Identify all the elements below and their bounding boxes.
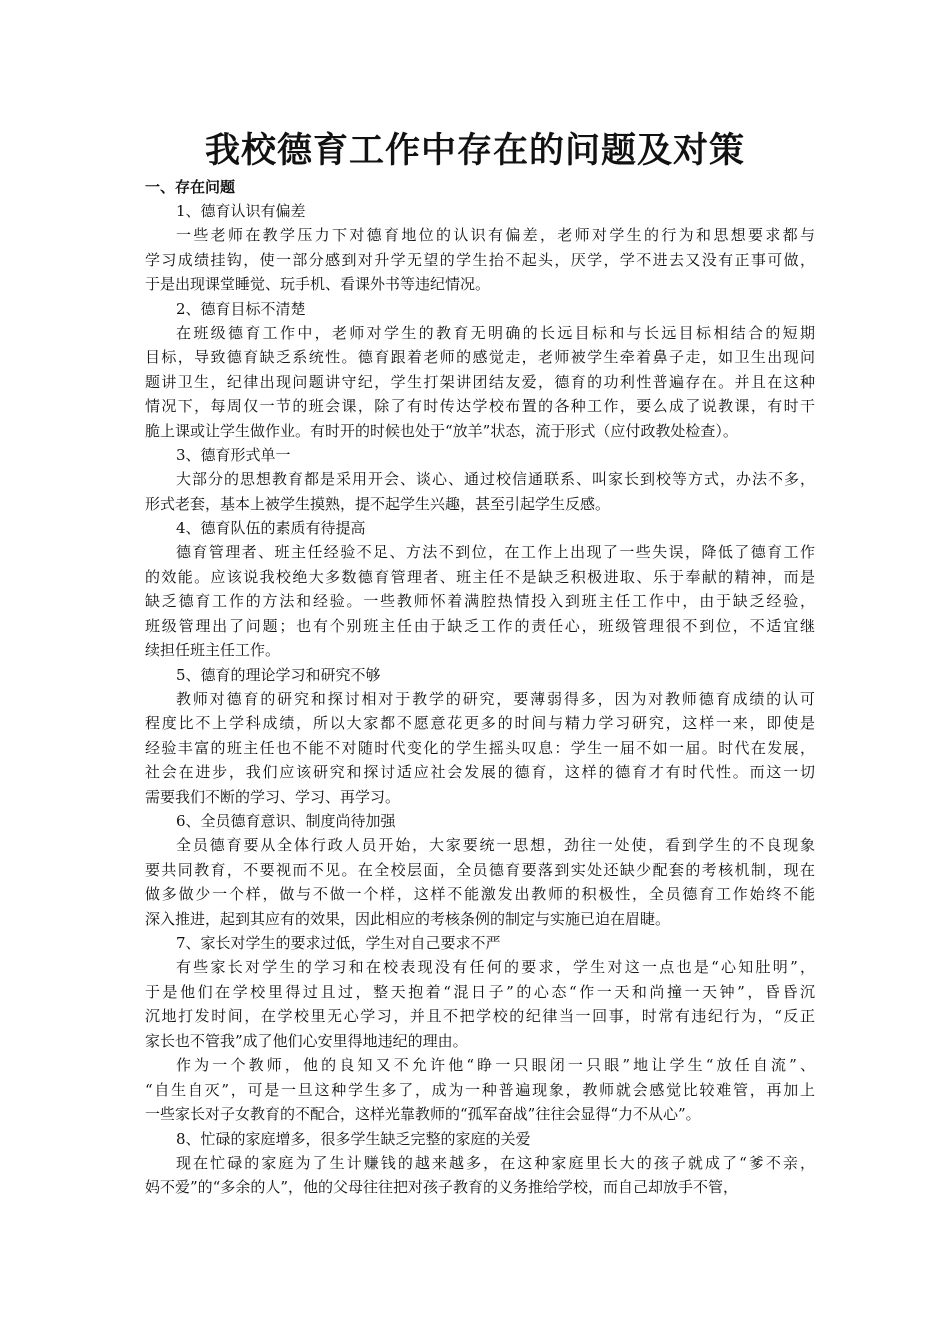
paragraph-line: 有些家长对学生的学习和在校表现没有任何的要求，学生对这一点也是“心知肚明”， — [176, 958, 815, 976]
paragraph — [145, 540, 815, 663]
paragraph-line: 教师对德育的研究和探讨相对于教学的研究，要薄弱得多，因为对教师德育成绩的认可 — [176, 689, 815, 708]
paragraph-line: 作为一个教师，他的良知又不允许他“睁一只眼闭一只眼”地让学生“放任自流”、 — [176, 1056, 815, 1074]
subsection-heading: 5、德育的理论学习和研究不够 — [176, 665, 381, 684]
paragraph-line: 题讲卫生，纪律出现问题讲守纪，学生打架讲团结友爱，德育的功利性普遍存在。并且在这种 — [145, 372, 815, 391]
paragraph-line: 续担任班主任工作。 — [145, 641, 281, 659]
paragraph — [145, 687, 815, 810]
paragraph-line: 妈不爱”的“多余的人”，他的父母往往把对孩子教育的义务推给学校，而自己却放手不管， — [145, 1178, 739, 1196]
paragraph — [145, 833, 815, 931]
paragraph-line: 大部分的思想教育都是采用开会、谈心、通过校信通联系、叫家长到校等方式，办法不多， — [176, 470, 815, 488]
paragraph-line: 深入推进，起到其应有的效果，因此相应的考核条例的制定与实施已迫在眉睫。 — [145, 909, 671, 928]
paragraph — [145, 223, 815, 297]
section-heading: 一、存在问题 — [145, 178, 236, 196]
paragraph-line: “自生自灭”，可是一旦这种学生多了，成为一种普遍现象，教师就会感觉比较难管，再加上 — [145, 1080, 815, 1099]
paragraph-line: 社会在进步，我们应该研究和探讨适应社会发展的德育，这样的德育才有时代性。而这一切 — [145, 763, 815, 781]
paragraph — [145, 1053, 815, 1127]
subsection-heading: 6、全员德育意识、制度尚待加强 — [176, 812, 396, 830]
subsection-heading: 2、德育目标不清楚 — [176, 299, 306, 318]
paragraph-line: 现在忙碌的家庭为了生计赚钱的越来越多，在这种家庭里长大的孩子就成了“爹不亲， — [176, 1153, 815, 1172]
paragraph-line: 做多做少一个样，做与不做一个样，这样不能激发出教师的积极性，全员德育工作始终不能 — [145, 885, 815, 903]
paragraph-line: 一些家长对子女教育的不配合，这样光靠教师的“孤军奋战”往往会显得“力不从心”。 — [145, 1105, 701, 1123]
subsection-heading: 1、德育认识有偏差 — [176, 202, 306, 220]
paragraph-line: 要共同教育，不要视而不见。在全校层面，全员德育要落到实处还缺少配套的考核机制，现在 — [145, 860, 815, 879]
paragraph — [145, 467, 815, 516]
paragraph-line: 全员德育要从全体行政人员开始，大家要统一思想，劲往一处使，看到学生的不良现象 — [176, 836, 815, 854]
paragraph — [145, 321, 815, 444]
paragraph-line: 于是他们在学校里得过且过，整天抱着“混日子”的心态“作一天和尚撞一天钟”，昏昏沉 — [145, 982, 815, 1001]
subsection-heading: 3、德育形式单一 — [176, 446, 291, 464]
paragraph-line: 程度比不上学科成绩，所以大家都不愿意花更多的时间与精力学习研究，这样一来，即使是 — [145, 714, 815, 732]
paragraph-line: 的效能。应该说我校绝大多数德育管理者、班主任不是缺乏积极进取、乐于奉献的精神，而是 — [145, 567, 815, 586]
paragraph-line: 于是出现课堂睡觉、玩手机、看课外书等违纪情况。 — [145, 275, 491, 293]
paragraph-line: 需要我们不断的学习、学习、再学习。 — [145, 787, 401, 806]
paragraph-line: 经验丰富的班主任也不能不对随时代变化的学生摇头叹息：学生一届不如一届。时代在发展， — [145, 738, 815, 757]
paragraph — [145, 955, 815, 1053]
paragraph-line: 家长也不管我”成了他们心安里得地违纪的理由。 — [145, 1031, 468, 1050]
document-title: 我校德育工作中存在的问题及对策 — [204, 130, 745, 171]
subsection-heading: 4、德育队伍的素质有待提高 — [176, 519, 366, 537]
paragraph — [145, 1151, 815, 1200]
paragraph-line: 形式老套，基本上被学生摸熟，提不起学生兴趣，甚至引起学生反感。 — [145, 494, 611, 513]
paragraph-line: 沉地打发时间，在学校里无心学习，并且不把学校的纪律当一回事，时常有违纪行为，“反正 — [145, 1007, 815, 1025]
paragraph-line: 情况下，每周仅一节的班会课，除了有时传达学校布置的各种工作，要么成了说教课，有时干 — [145, 397, 815, 415]
paragraph-line: 目标，导致德育缺乏系统性。德育跟着老师的感觉走，老师被学生牵着鼻子走，如卫生出现问 — [145, 348, 815, 366]
paragraph-line: 缺乏德育工作的方法和经验。一些教师怀着满腔热情投入到班主任工作中，由于缺乏经验， — [145, 592, 815, 610]
paragraph-line: 班级管理出了问题；也有个别班主任由于缺乏工作的责任心，班级管理很不到位，不适宜继 — [145, 616, 815, 635]
paragraph-line: 脆上课或让学生做作业。有时开的时候也处于“放羊”状态，流于形式（应付政教处检查）。 — [145, 421, 738, 440]
subsection-heading: 8、忙碌的家庭增多，很多学生缺乏完整的家庭的关爱 — [176, 1129, 531, 1148]
paragraph-line: 在班级德育工作中，老师对学生的教育无明确的长远目标和与长远目标相结合的短期 — [176, 323, 815, 342]
paragraph-line: 学习成绩挂钩，使一部分感到对升学无望的学生抬不起头，厌学，学不进去又没有正事可做， — [145, 250, 815, 269]
document-body — [145, 175, 815, 1200]
paragraph-line: 德育管理者、班主任经验不足、方法不到位，在工作上出现了一些失误，降低了德育工作 — [176, 543, 815, 561]
paragraph-line: 一些老师在教学压力下对德育地位的认识有偏差，老师对学生的行为和思想要求都与 — [176, 226, 815, 244]
subsection-heading: 7、家长对学生的要求过低，学生对自己要求不严 — [176, 934, 501, 952]
